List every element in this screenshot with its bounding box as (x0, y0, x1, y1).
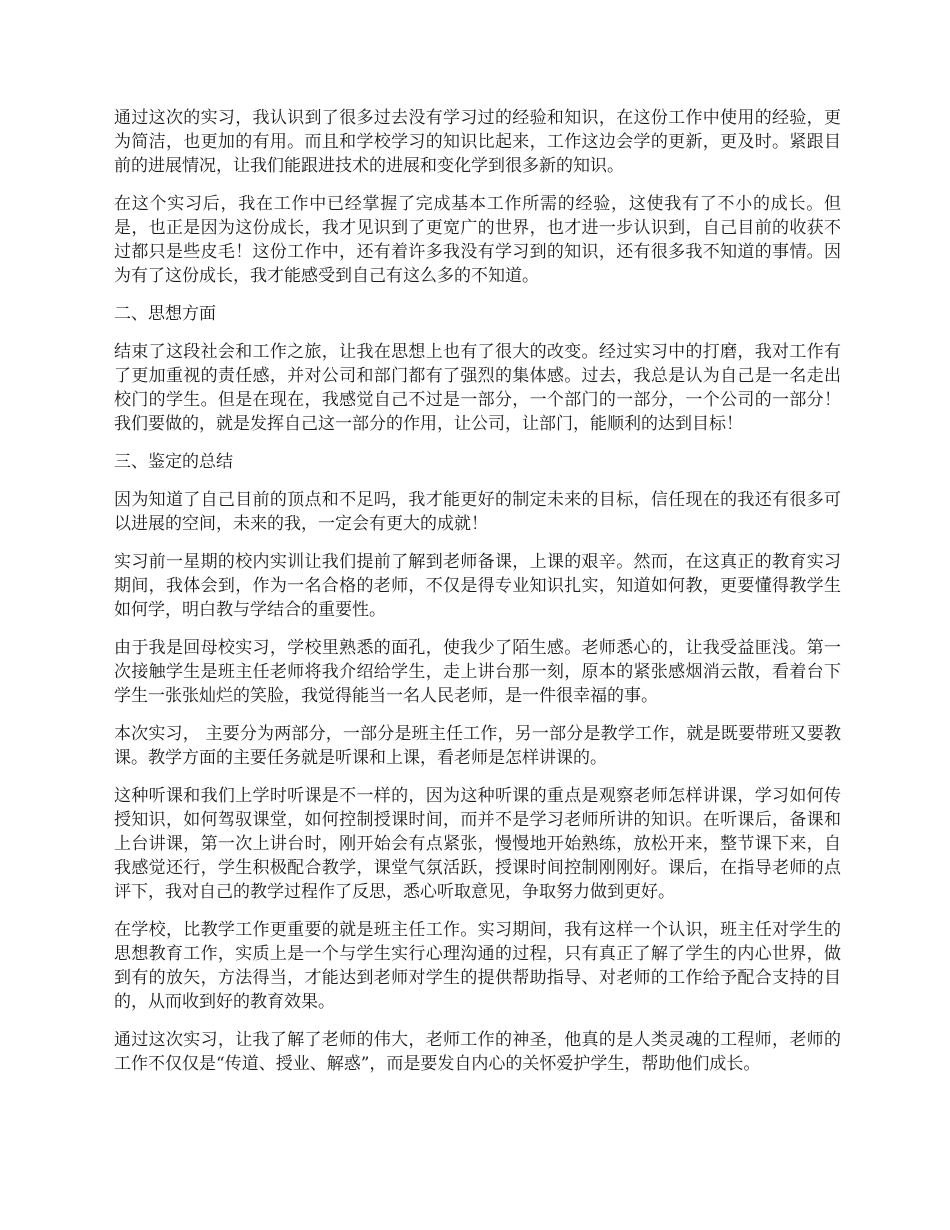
section-heading-summary: 三、鉴定的总结 (114, 452, 233, 472)
paragraph-experience-knowledge: 通过这次的实习，我认识到了很多过去没有学习过的经验和知识，在这份工作中使用的经验，更为简洁，也更加的有用。而且和学校学习的知识比起来，工作这边会学的更新，更及时。紧跟目前的进展情况，让我们能跟进技术的进展和变化学到很多新的知识。 (114, 108, 841, 176)
paragraph-two-parts: 本次实习， 主要分为两部分，一部分是班主任工作，另一部分是教学工作，就是既要带班又要教课。教学方面的主要任务就是听课和上课，看老师是怎样讲课的。 (114, 724, 841, 768)
paragraph-future-goals: 因为知道了自己目前的顶点和不足吗，我才能更好的制定未来的目标，信任现在的我还有很多可以进展的空间，未来的我，一定会有更大的成就！ (114, 490, 841, 534)
section-heading-thought: 二、思想方面 (114, 304, 216, 324)
paragraph-conclusion: 通过这次实习，让我了解了老师的伟大，老师工作的神圣，他真的是人类灵魂的工程师，老师的工作不仅仅是“传道、授业、解惑”，而是要发自内心的关怀爱护学生，帮助他们成长。 (114, 1030, 841, 1074)
paragraph-growth: 在这个实习后，我在工作中已经掌握了完成基本工作所需的经验，这使我有了不小的成长。但是，也正是因为这份成长，我才见识到了更宽广的世界，也才进一步认识到，自己目前的收获不过都只是些皮毛！这份工作中，还有着许多我没有学习到的知识，还有很多我不知道的事情。因为有了这份成长，我才能感受到自己有这么多的不知道。 (114, 194, 841, 286)
paragraph-thought-change: 结束了这段社会和工作之旅，让我在思想上也有了很大的改变。经过实习中的打磨，我对工作有了更加重视的责任感，并对公司和部门都有了强烈的集体感。过去，我总是认为自己是一名走出校门的学生。但是在现在，我感觉自己不过是一部分，一个部门的一部分，一个公司的一部分！我们要做的，就是发挥自己这一部分的作用，让公司，让部门，能顺利的达到目标！ (114, 342, 841, 434)
paragraph-head-teacher-work: 在学校，比教学工作更重要的就是班主任工作。实习期间，我有这样一个认识，班主任对学生的思想教育工作，实质上是一个与学生实行心理沟通的过程，只有真正了解了学生的内心世界，做到有的放矢，方法得当，才能达到老师对学生的提供帮助指导、对老师的工作给予配合支持的目的，从而收到好的教育效果。 (114, 920, 841, 1012)
paragraph-pre-training: 实习前一星期的校内实训让我们提前了解到老师备课，上课的艰辛。然而，在这真正的教育实习期间，我体会到，作为一名合格的老师，不仅是得专业知识扎实，知道如何教，更要懂得教学生如何学，明白教与学结合的重要性。 (114, 552, 841, 620)
document-body (114, 106, 841, 1090)
paragraph-observing-classes: 这种听课和我们上学时听课是不一样的，因为这种听课的重点是观察老师怎样讲课，学习如何传授知识，如何驾驭课堂，如何控制授课时间，而并不是学习老师所讲的知识。在听课后，备课和上台讲课，第一次上讲台时，刚开始会有点紧张，慢慢地开始熟练，放松开来，整节课下来，自我感觉还行，学生积极配合教学，课堂气氛活跃，授课时间控制刚刚好。课后，在指导老师的点评下，我对自己的教学过程作了反思，悉心听取意见，争取努力做到更好。 (114, 786, 841, 902)
paragraph-alma-mater: 由于我是回母校实习，学校里熟悉的面孔，使我少了陌生感。老师悉心的，让我受益匪浅。第一次接触学生是班主任老师将我介绍给学生，走上讲台那一刻，原本的紧张感烟消云散，看着台下学生一张张灿烂的笑脸，我觉得能当一名人民老师，是一件很幸福的事。 (114, 638, 841, 706)
